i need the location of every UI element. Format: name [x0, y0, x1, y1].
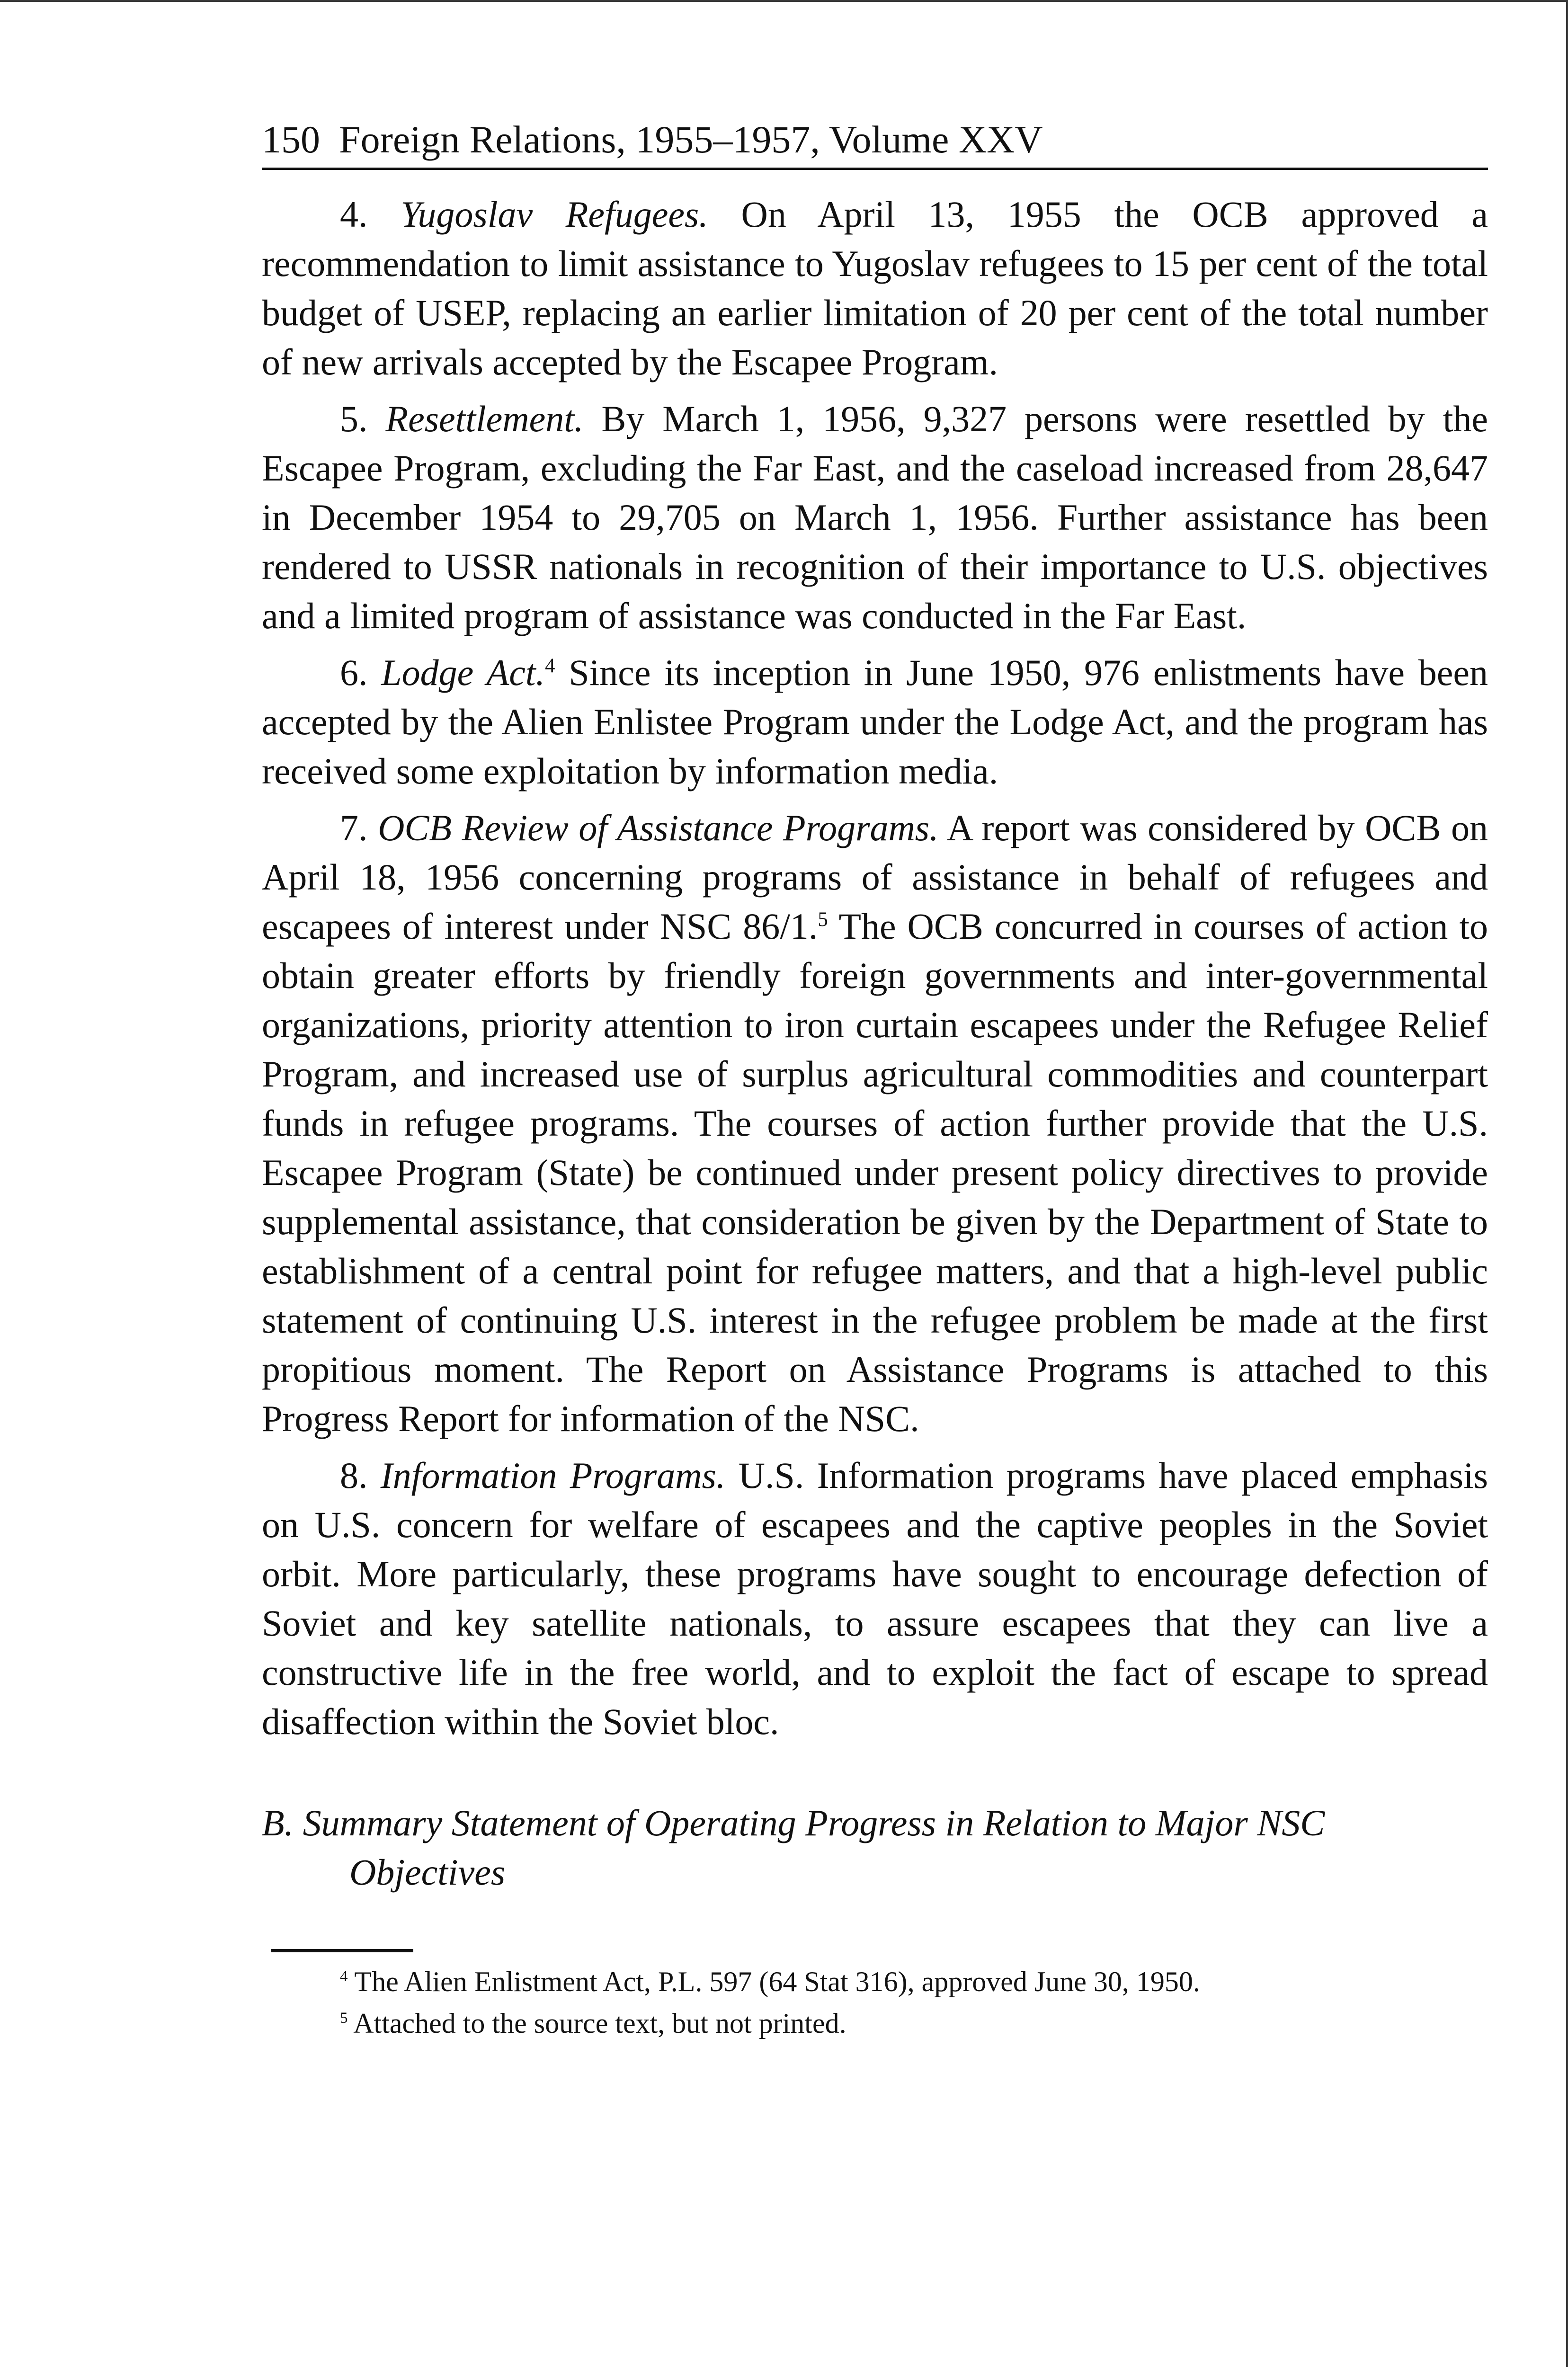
paragraph-text: On April 13, 1955 the OCB approved a recommendation to limit assistance to Yugoslav refugees to 15 per cent of the total budget of USEP, replacing an earlier limitation of 20 per cent of the total number of new arrivals accepted by the Escapee Program. [262, 194, 1488, 383]
footnotes [262, 1961, 1488, 2044]
paragraph-title: OCB Review of Assistance Programs. [378, 807, 939, 849]
footnote-divider [271, 1949, 413, 1952]
paragraph-number: 5. [340, 398, 368, 440]
paragraph-text: By March 1, 1956, 9,327 persons were resettled by the Escapee Program, excluding the Far East, and the caseload increased from 28,647 in December 1954 to 29,705 on March 1, 1956. Further assistance has been rendered to USSR nationals in recognition of their importance to U.S. objectives and a limited program of assistance was conducted in the Far East. [262, 398, 1488, 637]
paragraph-number: 6. [340, 652, 368, 694]
footnote-4 [340, 1961, 1488, 2002]
footnote-marker: 4 [340, 1968, 348, 1985]
publication-title: Foreign Relations, 1955–1957, Volume XXV [339, 118, 1043, 161]
paragraph-text: U.S. Information programs have placed emphasis on U.S. concern for welfare of escapees and the captive peoples in the Soviet orbit. More particularly, these programs have sought to encourage defection of Soviet and key satellite nationals, to assure escapees that they can live a constructive life in the free world, and to exploit the fact of escape to spread disaffection within the Soviet bloc. [262, 1455, 1488, 1743]
paragraph-information-programs [262, 1451, 1488, 1746]
body-text [262, 190, 1488, 1746]
section-heading: B. Summary Statement of Operating Progress in Relation to Major NSC Objectives [262, 1802, 1325, 1893]
paragraph-text: A report was considered by OCB on April 18, 1956 concerning programs of assistance in behalf of refugees and escapees of interest under NSC 86/1. [262, 807, 1488, 947]
page-number: 150 [262, 118, 320, 161]
footnote-text: Attached to the source text, but not printed. [353, 2008, 846, 2039]
document-page [262, 118, 1488, 2044]
paragraph-yugoslav-refugees [262, 190, 1488, 387]
footnote-5 [340, 2002, 1488, 2044]
footnote-reference: 5 [818, 908, 828, 931]
footnote-text: The Alien Enlistment Act, P.L. 597 (64 Stat 316), approved June 30, 1950. [354, 1966, 1200, 1998]
footnote-reference: 4 [545, 655, 555, 677]
paragraph-number: 4. [340, 194, 368, 235]
paragraph-number: 7. [340, 807, 368, 849]
scan-border-top [0, 0, 1568, 2]
paragraph-title: Yugoslav Refugees. [401, 194, 708, 235]
paragraph-ocb-review [262, 803, 1488, 1443]
footnote-marker: 5 [340, 2010, 348, 2027]
paragraph-number: 8. [340, 1455, 368, 1496]
paragraph-text: Since its inception in June 1950, 976 enlistments have been accepted by the Alien Enlistee Program under the Lodge Act, and the program has received some exploitation by information media. [262, 652, 1488, 792]
paragraph-title: Lodge Act. [381, 652, 545, 694]
paragraph-text-continued: The OCB concurred in courses of action to obtain greater efforts by friendly foreign governments and inter-governmental organizations, priority attention to iron curtain escapees under the Refugee Relief Program, and increased use of surplus agricultural commodities and counterpart funds in refugee programs. The courses of action further provide that the U.S. Escapee Program (State) be continued under present policy directives to provide supplemental assistance, that consideration be given by the Department of State to establishment of a central point for refugee matters, and that a high-level public statement of continuing U.S. interest in the refugee problem be made at the first propitious moment. The Report on Assistance Programs is attached to this Progress Report for information of the NSC. [262, 906, 1488, 1440]
paragraph-resettlement [262, 394, 1488, 641]
paragraph-lodge-act [262, 648, 1488, 796]
running-head [262, 118, 1488, 170]
paragraph-title: Information Programs. [380, 1455, 726, 1496]
scan-border-right [1566, 0, 1568, 2367]
paragraph-title: Resettlement. [385, 398, 584, 440]
